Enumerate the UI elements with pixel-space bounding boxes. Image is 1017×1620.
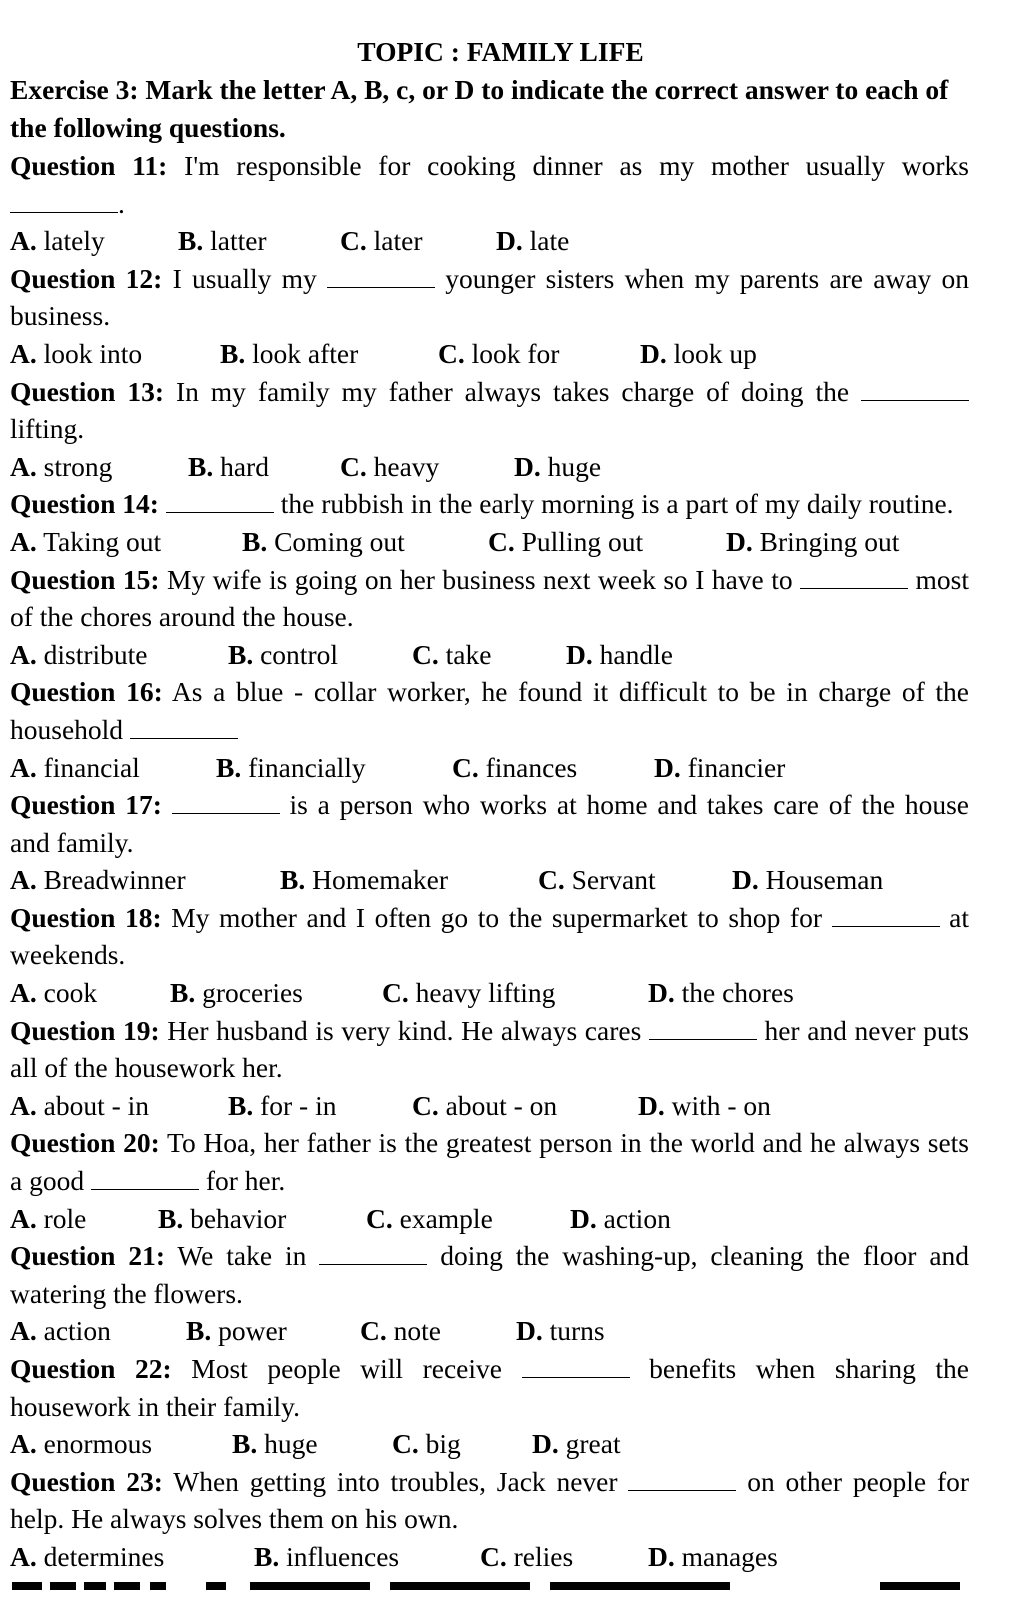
question-text: my [281, 262, 328, 294]
question-13 [10, 373, 969, 448]
option-text: Bringing out [752, 525, 900, 557]
question-number: Question 14: [10, 488, 159, 520]
option-d[interactable] [648, 974, 794, 1012]
option-letter: C. [340, 450, 367, 482]
option-letter: D. [516, 1315, 543, 1347]
option-c[interactable] [438, 335, 559, 373]
option-b[interactable] [232, 1425, 318, 1463]
option-letter: B. [170, 977, 196, 1009]
option-c[interactable] [392, 1425, 461, 1463]
option-letter: B. [254, 1540, 280, 1572]
option-letter: A. [10, 751, 37, 783]
question-text: in [285, 1240, 320, 1272]
question-text: As a blue - collar worker, he found it difficult to be in charge of the household [10, 676, 969, 745]
cut-off-line [10, 1576, 969, 1590]
question-19 [10, 1012, 969, 1087]
question-text: on other people for help. He always solves them on his own. [10, 1465, 970, 1535]
option-text: later [366, 225, 423, 257]
question-text: . [118, 187, 125, 219]
option-text: Servant [564, 864, 656, 896]
option-text: Coming out [267, 525, 405, 557]
option-a[interactable] [10, 749, 140, 787]
option-b[interactable] [158, 1200, 286, 1238]
answer-options [10, 523, 969, 561]
question-text [159, 488, 166, 519]
option-c[interactable] [360, 1312, 441, 1350]
option-text: heavy lifting [408, 977, 556, 1009]
option-text: note [386, 1315, 441, 1347]
option-letter: C. [412, 1089, 439, 1121]
question-number: Question 22: [10, 1353, 172, 1384]
option-b[interactable] [188, 448, 269, 486]
option-c[interactable] [412, 636, 491, 674]
option-a[interactable] [10, 1538, 164, 1576]
option-letter: D. [640, 337, 667, 369]
answer-blank [166, 486, 274, 513]
answer-blank [10, 186, 118, 213]
option-b[interactable] [170, 974, 303, 1012]
option-letter: D. [514, 450, 541, 482]
page-title: TOPIC : FAMILY LIFE [357, 36, 644, 67]
option-letter: A. [10, 225, 37, 257]
option-letter: C. [438, 337, 465, 369]
option-text: look for [464, 337, 560, 369]
option-text: influences [279, 1540, 400, 1572]
answer-options [10, 1538, 969, 1576]
option-letter: B. [242, 525, 268, 557]
option-c[interactable] [538, 861, 656, 899]
answer-options [10, 448, 969, 486]
question-number: Question 11: [10, 150, 168, 181]
option-letter: D. [532, 1428, 559, 1460]
option-text: Houseman [758, 864, 884, 896]
option-a[interactable] [10, 335, 142, 373]
question-text: We take [165, 1240, 286, 1272]
option-text: lately [36, 225, 105, 257]
option-d[interactable] [654, 749, 785, 787]
answer-blank [628, 1464, 736, 1491]
option-d[interactable] [640, 335, 757, 373]
question-number: Question 15: [10, 563, 160, 595]
answer-blank [649, 1013, 757, 1040]
question-22 [10, 1350, 969, 1425]
question-text: In my family my father always takes charge of doing the [164, 375, 862, 407]
option-text: about - on [438, 1089, 558, 1121]
option-letter: D. [496, 225, 523, 257]
option-letter: B. [188, 450, 214, 482]
option-text: with - on [664, 1089, 771, 1121]
option-b[interactable] [280, 861, 448, 899]
option-d[interactable] [648, 1538, 778, 1576]
option-text: for - in [253, 1089, 337, 1121]
option-a[interactable] [10, 1200, 86, 1238]
option-text: power [211, 1315, 287, 1347]
question-text: Most people will receive [171, 1353, 522, 1384]
option-letter: A. [10, 1540, 37, 1572]
option-a[interactable] [10, 1087, 149, 1125]
option-letter: B. [216, 751, 242, 783]
answer-blank [522, 1351, 630, 1378]
question-number: Question 21: [10, 1240, 166, 1272]
option-text: about - in [36, 1089, 150, 1121]
question-14 [10, 485, 969, 523]
question-11 [10, 147, 969, 222]
option-text: turns [542, 1315, 605, 1347]
question-text: benefits when sharing the housework in their family. [10, 1353, 970, 1422]
option-b[interactable] [228, 1087, 336, 1125]
option-text: relies [506, 1540, 574, 1572]
question-16 [10, 673, 969, 748]
option-d[interactable] [638, 1087, 771, 1125]
option-letter: D. [570, 1202, 597, 1234]
question-text: To Hoa, her father is the greatest person in the world and he always sets a good [10, 1127, 970, 1197]
option-text: example [392, 1202, 493, 1234]
answer-options [10, 1425, 969, 1463]
option-b[interactable] [242, 523, 405, 561]
option-letter: B. [186, 1315, 212, 1347]
question-number: Question 12: [10, 262, 163, 294]
option-c[interactable] [452, 749, 577, 787]
option-text: latter [203, 225, 267, 257]
question-number: Question 18: [10, 901, 162, 933]
option-b[interactable] [186, 1312, 287, 1350]
option-letter: A. [10, 337, 37, 369]
question-21 [10, 1237, 969, 1312]
option-text: distribute [36, 638, 148, 670]
option-letter: B. [228, 638, 254, 670]
option-letter: B. [228, 1089, 254, 1121]
option-text: enormous [36, 1428, 153, 1460]
option-a[interactable] [10, 636, 148, 674]
option-letter: D. [732, 864, 759, 896]
question-number: Question 19: [10, 1014, 160, 1046]
option-a[interactable] [10, 974, 97, 1012]
question-text: her. [242, 1052, 283, 1084]
option-text: control [253, 638, 338, 670]
option-letter: C. [360, 1315, 387, 1347]
option-d[interactable] [570, 1200, 671, 1238]
question-text: My mother and I often go to the supermarket to shop for [161, 901, 832, 933]
option-text: Pulling out [514, 525, 644, 557]
answer-blank [832, 900, 940, 927]
answer-options [10, 1312, 969, 1350]
question-text: lifting. [10, 413, 85, 445]
exercise-instructions: Exercise 3: Mark the letter A, B, c, or D to indicate the correct answer to each of the following questions. [10, 74, 949, 143]
option-b[interactable] [178, 222, 267, 260]
option-text: finances [478, 751, 578, 783]
option-letter: A. [10, 1202, 37, 1234]
option-a[interactable] [10, 861, 186, 899]
option-d[interactable] [516, 1312, 605, 1350]
option-letter: B. [158, 1202, 184, 1234]
option-b[interactable] [228, 636, 338, 674]
answer-blank [800, 562, 908, 589]
option-letter: D. [648, 1540, 675, 1572]
option-text: manages [674, 1540, 778, 1572]
option-c[interactable] [340, 222, 422, 260]
answer-options [10, 1200, 969, 1238]
option-letter: A. [10, 1089, 37, 1121]
answer-options [10, 335, 969, 373]
option-a[interactable] [10, 448, 112, 486]
question-text: her and never puts all of the housework [10, 1014, 970, 1084]
option-c[interactable] [382, 974, 555, 1012]
question-text: younger sisters when my parents are away on business. [10, 262, 970, 332]
option-letter: A. [10, 1315, 37, 1347]
option-letter: A. [10, 1428, 37, 1460]
question-text: the rubbish in the early morning is a part of my daily routine. [273, 488, 954, 520]
option-text: determines [36, 1540, 165, 1572]
question-text: When getting into troubles, Jack never [162, 1465, 629, 1497]
cut-off-text-fragment [10, 1576, 969, 1590]
option-letter: C. [488, 525, 515, 557]
option-letter: B. [280, 864, 306, 896]
question-12 [10, 260, 969, 335]
question-18 [10, 899, 969, 974]
question-text: I'm responsible for cooking dinner as my mother usually works [167, 150, 970, 181]
option-text: heavy [366, 450, 440, 482]
option-letter: A. [10, 525, 37, 557]
question-text: is a person who works at home and takes care of the house and family. [10, 789, 970, 858]
option-text: cook [36, 977, 98, 1009]
option-letter: A. [10, 864, 37, 896]
option-text: late [522, 225, 570, 257]
option-text: financier [680, 751, 786, 783]
answer-blank [327, 261, 435, 288]
question-list [10, 147, 969, 1576]
option-letter: A. [10, 450, 37, 482]
answer-options [10, 636, 969, 674]
option-text: take [438, 638, 492, 670]
question-text: Her husband is very kind. He always cares [159, 1014, 649, 1046]
answer-blank [319, 1238, 427, 1265]
question-number: Question 17: [10, 789, 162, 821]
question-number: Question 20: [10, 1127, 160, 1159]
option-letter: C. [392, 1428, 419, 1460]
answer-blank [172, 787, 280, 814]
option-letter: C. [538, 864, 565, 896]
option-letter: D. [566, 638, 593, 670]
question-text: for her. [198, 1165, 286, 1197]
option-a[interactable] [10, 1312, 111, 1350]
option-letter: C. [452, 751, 479, 783]
option-letter: D. [648, 977, 675, 1009]
option-text: the chores [674, 977, 794, 1009]
option-d[interactable] [726, 523, 899, 561]
question-number: Question 16: [10, 676, 163, 708]
option-text: Taking out [36, 525, 162, 557]
option-c[interactable] [488, 523, 643, 561]
option-letter: C. [382, 977, 409, 1009]
option-text: look after [245, 337, 359, 369]
option-text: groceries [195, 977, 303, 1009]
option-letter: C. [366, 1202, 393, 1234]
option-b[interactable] [254, 1538, 399, 1576]
option-c[interactable] [366, 1200, 493, 1238]
option-text: financial [36, 751, 140, 783]
option-letter: B. [232, 1428, 258, 1460]
option-text: Homemaker [305, 864, 449, 896]
answer-blank [130, 712, 238, 739]
option-letter: A. [10, 638, 37, 670]
answer-blank [91, 1163, 199, 1190]
option-a[interactable] [10, 1425, 152, 1463]
option-text: behavior [183, 1202, 287, 1234]
option-d[interactable] [496, 222, 569, 260]
option-d[interactable] [566, 636, 673, 674]
question-text: most of the chores around the house. [10, 563, 969, 633]
option-text: great [558, 1428, 621, 1460]
option-text: Breadwinner [36, 864, 186, 896]
option-b[interactable] [220, 335, 358, 373]
option-letter: A. [10, 977, 37, 1009]
option-c[interactable] [480, 1538, 573, 1576]
option-letter: C. [480, 1540, 507, 1572]
answer-options [10, 222, 969, 260]
option-text: action [596, 1202, 671, 1234]
question-number: Question 13: [10, 375, 165, 407]
question-17 [10, 786, 969, 861]
answer-blank [861, 374, 969, 401]
option-letter: C. [340, 225, 367, 257]
question-text: I usually [162, 262, 282, 294]
answer-options [10, 974, 969, 1012]
option-a[interactable] [10, 222, 105, 260]
question-text: at weekends. [10, 901, 969, 971]
question-text: My wife is going on her business next week so I have to [159, 563, 801, 595]
option-text: role [36, 1202, 87, 1234]
answer-options [10, 861, 969, 899]
option-b[interactable] [216, 749, 366, 787]
option-letter: B. [178, 225, 204, 257]
question-number: Question 23: [10, 1465, 163, 1497]
option-text: look up [666, 337, 757, 369]
option-d[interactable] [514, 448, 601, 486]
option-c[interactable] [412, 1087, 557, 1125]
answer-options [10, 749, 969, 787]
option-text: big [418, 1428, 461, 1460]
question-text: doing the washing-up, cleaning the floor and watering the flowers. [10, 1240, 970, 1309]
question-23 [10, 1463, 969, 1538]
option-text: financially [241, 751, 366, 783]
option-text: hard [213, 450, 269, 482]
option-letter: D. [638, 1089, 665, 1121]
option-a[interactable] [10, 523, 161, 561]
option-letter: B. [220, 337, 246, 369]
option-c[interactable] [340, 448, 439, 486]
option-letter: D. [654, 751, 681, 783]
option-d[interactable] [732, 861, 883, 899]
option-letter: C. [412, 638, 439, 670]
answer-options [10, 1087, 969, 1125]
option-text: handle [592, 638, 673, 670]
option-text: huge [540, 450, 602, 482]
option-letter: D. [726, 525, 753, 557]
option-text: strong [36, 450, 113, 482]
question-20 [10, 1124, 969, 1199]
option-text: huge [257, 1428, 318, 1460]
option-d[interactable] [532, 1425, 621, 1463]
option-text: look into [36, 337, 143, 369]
question-15 [10, 561, 969, 636]
option-text: action [36, 1315, 111, 1347]
question-text [162, 789, 172, 820]
